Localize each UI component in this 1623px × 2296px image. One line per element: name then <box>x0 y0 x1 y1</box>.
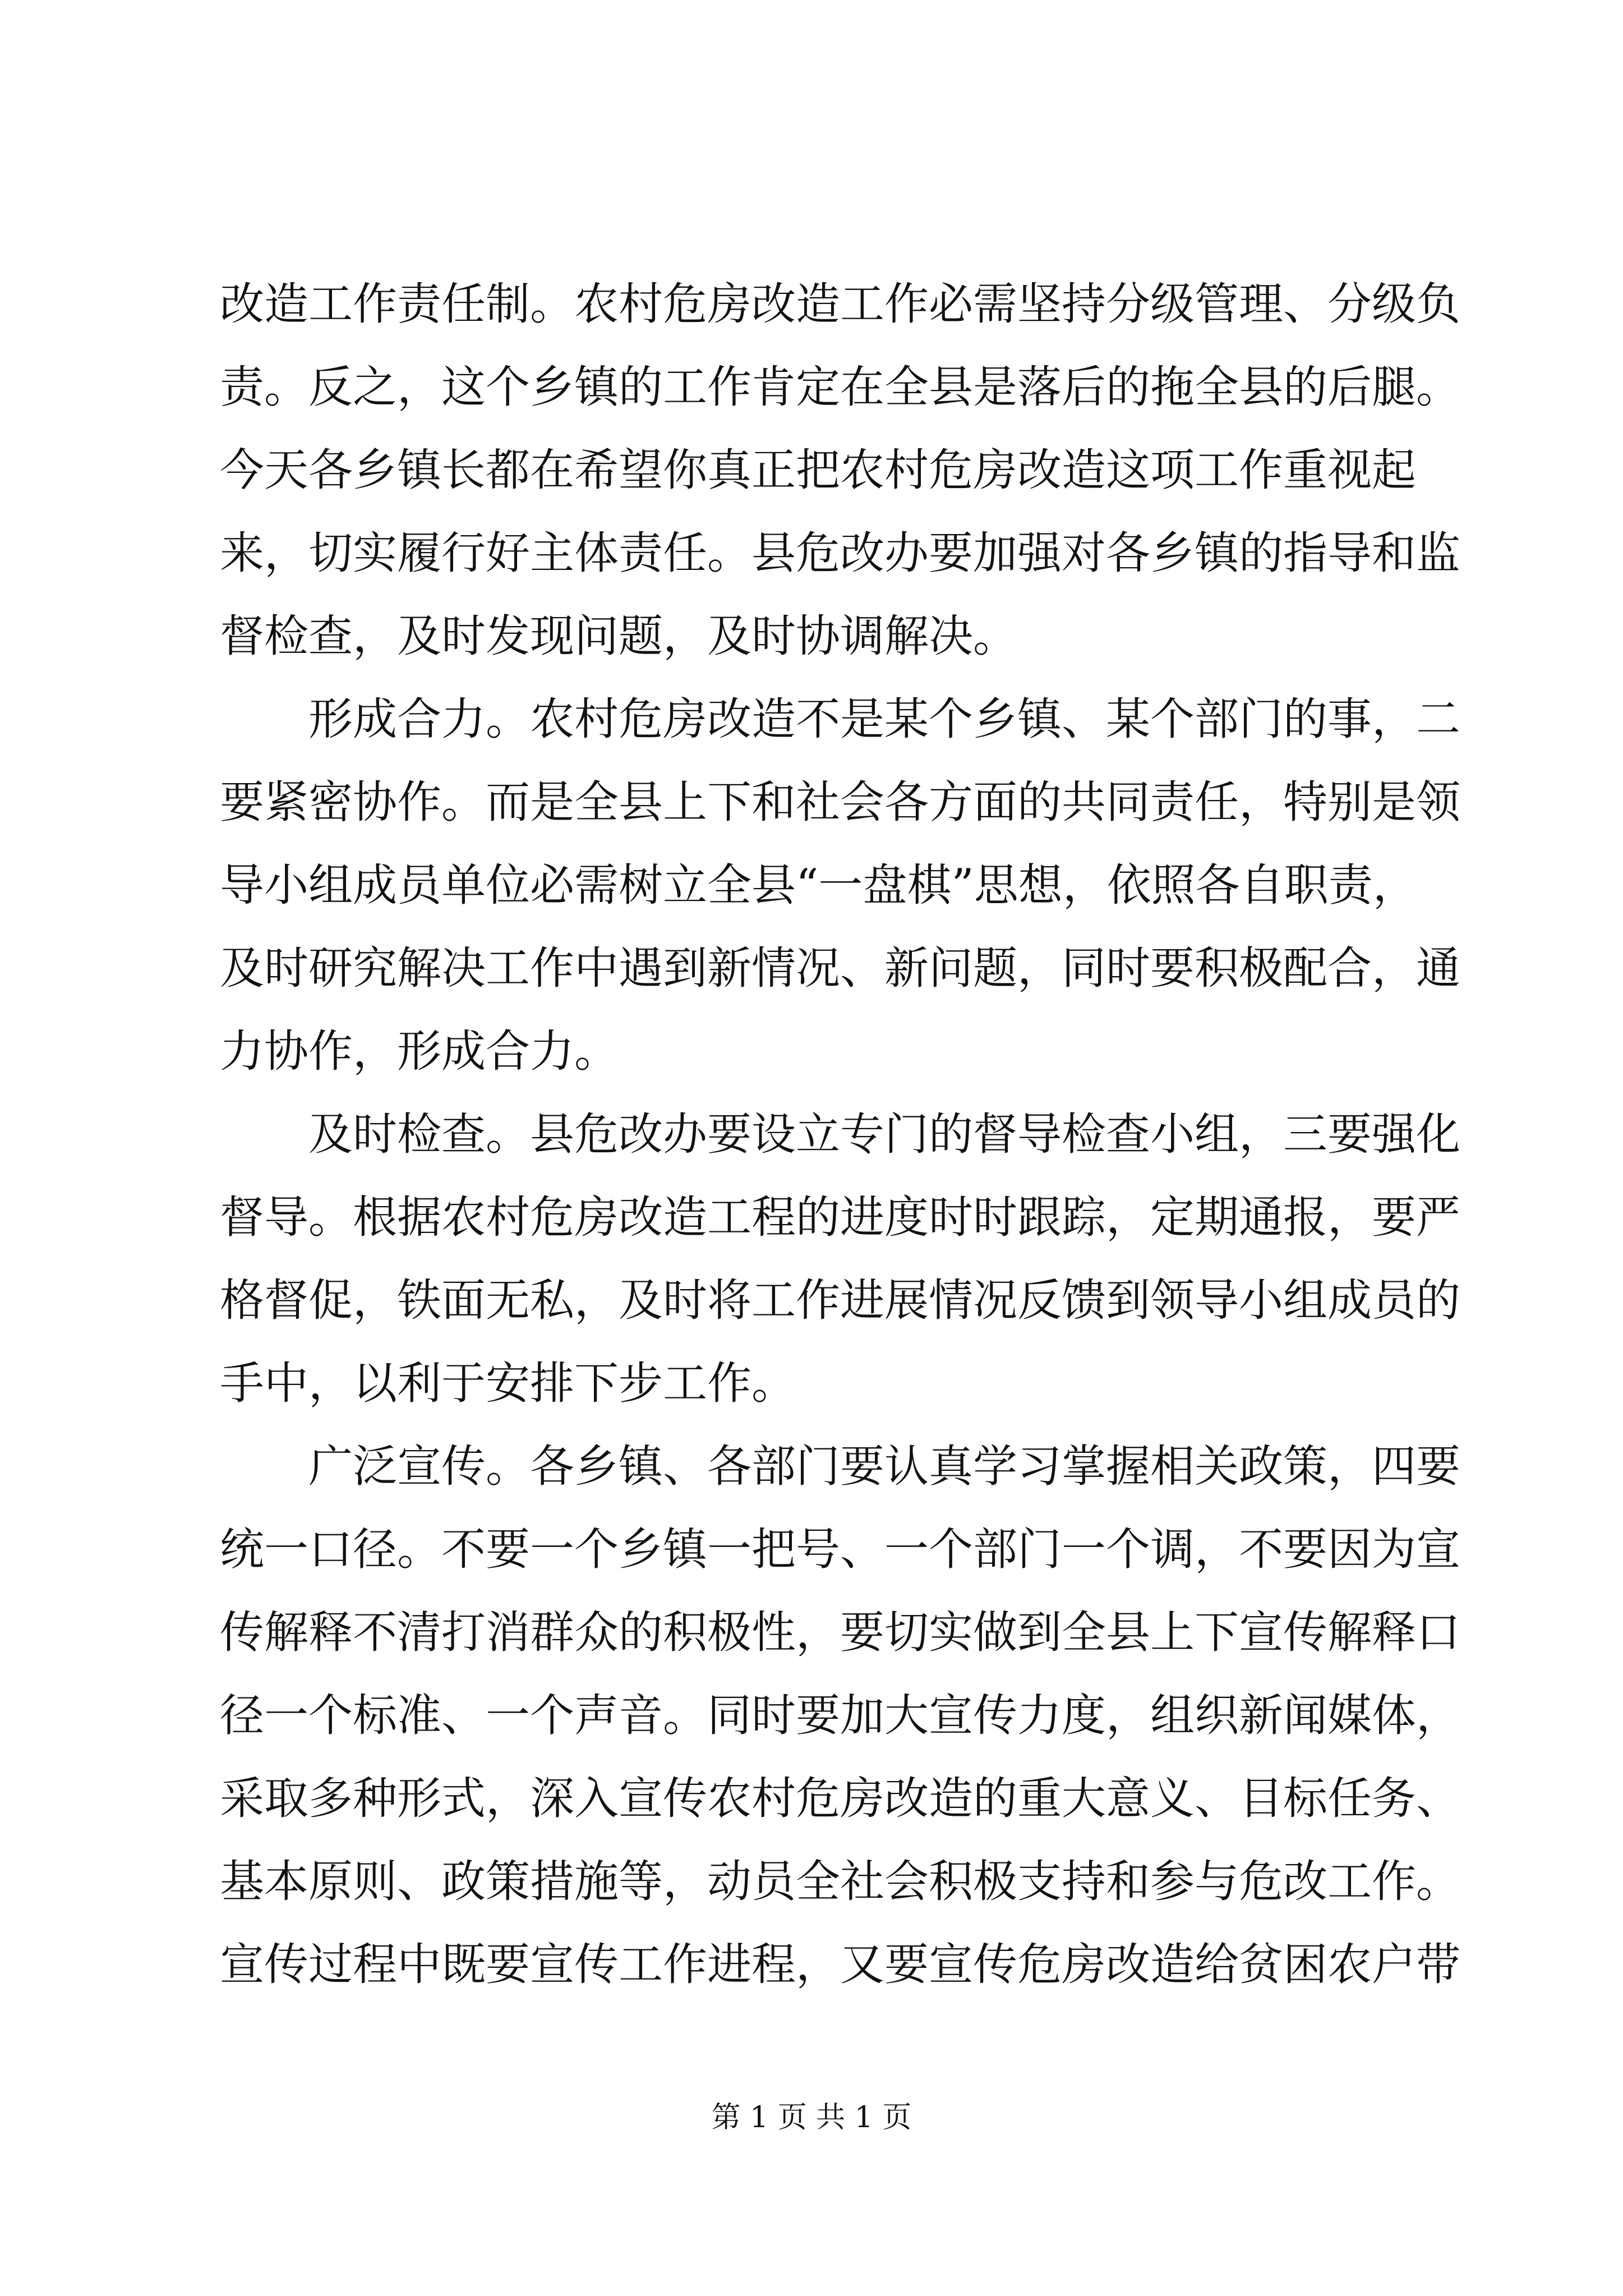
text-line: 来，切实履行好主体责任。县危改办要加强对各乡镇的指导和监 <box>220 527 1460 579</box>
text-line: 力协作，形成合力。 <box>220 1025 619 1077</box>
text-line: 径一个标准、一个声音。同时要加大宣传力度，组织新闻媒体， <box>220 1690 1460 1741</box>
paragraph-start-line: 形成合力。农村危房改造不是某个乡镇、某个部门的事，二 <box>308 693 1460 745</box>
text-line: 采取多种形式，深入宣传农村危房改造的重大意义、目标任务、 <box>220 1773 1460 1824</box>
paragraph-start-line: 及时检查。县危改办要设立专门的督导检查小组，三要强化 <box>308 1108 1460 1160</box>
body-text <box>220 263 1460 2006</box>
text-line: 基本原则、政策措施等，动员全社会积极支持和参与危改工作。 <box>220 1856 1460 1907</box>
text-line: 统一口径。不要一个乡镇一把号、一个部门一个调，不要因为宣 <box>220 1524 1460 1575</box>
text-line: 格督促，铁面无私，及时将工作进展情况反馈到领导小组成员的 <box>220 1274 1460 1326</box>
text-line: 改造工作责任制。农村危房改造工作必需坚持分级管理、分级负 <box>220 278 1460 330</box>
text-line: 宣传过程中既要宣传工作进程，又要宣传危房改造给贫困农户带 <box>220 1939 1460 1990</box>
page-footer: 第 1 页 共 1 页 <box>711 2101 912 2134</box>
text-line: 督导。根据农村危房改造工程的进度时时跟踪，定期通报，要严 <box>220 1191 1460 1243</box>
text-line: 要紧密协作。而是全县上下和社会各方面的共同责任，特别是领 <box>220 776 1460 828</box>
text-line: 责。反之，这个乡镇的工作肯定在全县是落后的拖全县的后腿。 <box>220 361 1460 413</box>
text-line: 督检查，及时发现问题，及时协调解决。 <box>220 610 1017 662</box>
text-line: 手中，以利于安排下步工作。 <box>220 1358 796 1409</box>
text-line: 及时研究解决工作中遇到新情况、新问题，同时要积极配合，通 <box>220 942 1460 994</box>
text-line: 今天各乡镇长都在希望你真正把农村危房改造这项工作重视起 <box>220 444 1416 496</box>
text-line: 传解释不清打消群众的积极性，要切实做到全县上下宣传解释口 <box>220 1607 1460 1658</box>
paragraph-start-line: 广泛宣传。各乡镇、各部门要认真学习掌握相关政策，四要 <box>308 1441 1460 1492</box>
text-line: 导小组成员单位必需树立全县“一盘棋”思想，依照各自职责， <box>220 859 1417 911</box>
